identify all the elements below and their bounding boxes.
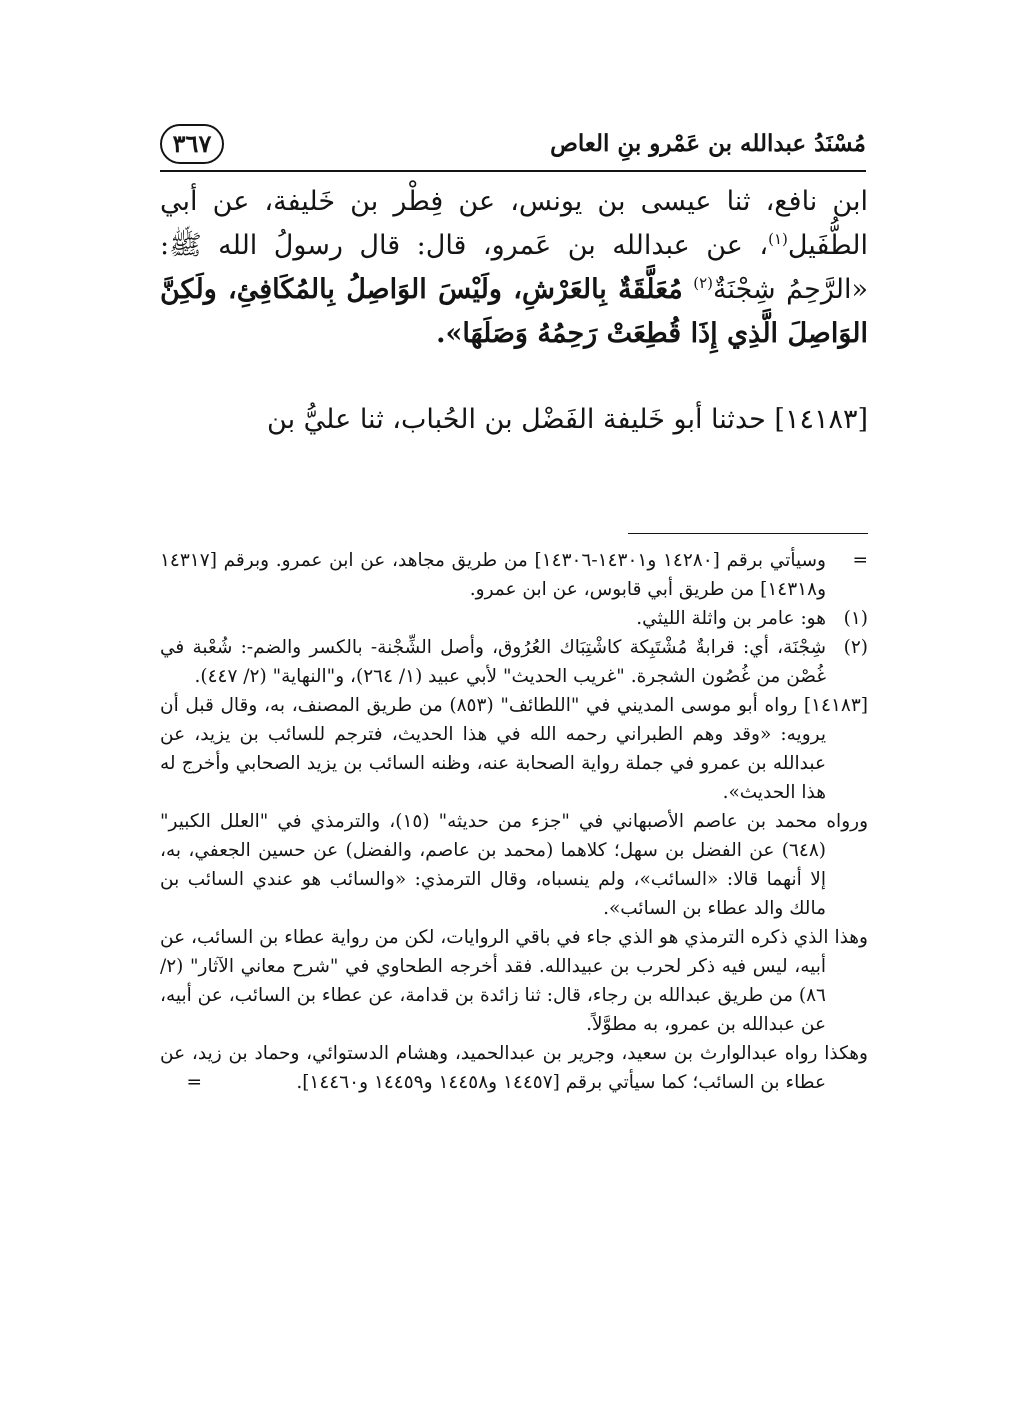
next-hadith-line: [١٤١٨٣] حدثنا أبو خَليفة الفَضْل بن الحُباب، ثنا عليُّ بن — [267, 404, 868, 435]
footnote-1 — [160, 604, 868, 633]
commentary-paragraph-1 — [160, 691, 868, 807]
footnote-2 — [160, 633, 868, 691]
footnote-separator — [628, 533, 868, 534]
footnote-ref-2[interactable]: (٢) — [693, 274, 713, 292]
hadith-text: مُعَلَّقَةٌ بِالعَرْشِ، ولَيْسَ الوَاصِلُ بِالمُكَافِئِ، ولَكِنَّ الوَاصِلَ الَّذِي إِذَا قُطِعَتْ رَحِمُهُ وَصَلَهَا». — [160, 274, 868, 349]
main-line-2: عن عبدالله بن عَمرو، قال: قال رسولُ الله ﷺ: «الرَّحِمُ شِجْنَةٌ — [160, 230, 868, 305]
commentary-paragraph-2: ورواه محمد بن عاصم الأصبهاني في "جزء من حديثه" (١٥)، والترمذي في "العلل الكبير" (٦٤٨) عن الفضل بن سهل؛ كلاهما (محمد بن عاصم، والفضل) عن حسين الجعفي، به، إلا أنهما قالا: «السائب»، ولم ينسباه، وقال الترمذي: «والسائب هو عندي السائب بن مالك والد عطاء بن السائب». — [160, 811, 868, 919]
main-line-1-end: ، — [759, 230, 769, 261]
footnote-1-text: هو: عامر بن واثلة الليثي. — [636, 608, 826, 629]
footnotes — [160, 546, 868, 1097]
main-line-1: ابن نافع، ثنا عيسى بن يونس، عن فِطْر بن خَليفة، عن أبي الطُّفَيل — [160, 186, 868, 261]
commentary-text-1: رواه أبو موسى المديني في "اللطائف" (٨٥٣) من طريق المصنف، به، وقال قبل أن يرويه: «وقد وهم الطبراني رحمه الله في هذا الحديث، فترجم للسائب بن يزيد، عن عبدالله بن عمرو في جملة رواية الصحابة عنه، وظنه السائب بن يزيد الصحابي وأخرج له هذا الحديث». — [160, 695, 826, 803]
commentary-paragraph-4: وهكذا رواه عبدالوارث بن سعيد، وجرير بن عبدالحميد، وهشام الدستوائي، وحماد بن زيد، عن عطاء بن السائب؛ كما سيأتي برقم [١٤٤٥٧ و١٤٤٥٨ و١٤٤٥٩ و١٤٤٦٠]. = — [160, 1043, 868, 1093]
continuation-text: وسيأتي برقم [١٤٢٨٠ و١٤٣٠١-١٤٣٠٦] من طريق مجاهد، عن ابن عمرو. وبرقم [١٤٣١٧ و١٤٣١٨] من طريق أبي قابوس، عن ابن عمرو. — [160, 550, 826, 600]
main-paragraph — [160, 180, 868, 356]
continuation-mark: = — [852, 550, 868, 571]
footnote-continuation — [160, 546, 868, 604]
running-title: مُسْنَدُ عبدالله بن عَمْرو بنِ العاص — [550, 130, 866, 157]
commentary-paragraph-3: وهذا الذي ذكره الترمذي هو الذي جاء في باقي الروايات، لكن من رواية عطاء بن السائب، عن أبيه، ليس فيه ذكر لحرب بن عبيدالله. فقد أخرجه الطحاوي في "شرح معاني الآثار" (٢/ ٨٦) من طريق عبدالله بن رجاء، قال: ثنا زائدة بن قدامة، عن عطاء بن السائب، عن أبيه، عن عبدالله بن عمرو، به مطوَّلاً. — [160, 927, 868, 1035]
main-text — [160, 180, 868, 442]
footnote-2-text: شِجْنَة، أي: قرابةٌ مُشْتَبِكة كاشْتِبَاك العُرُوق، وأصل الشِّجْنة- بالكسر والضم-: شُعْبة في غُصْن من غُصُون الشجرة. "غريب الحديث" لأبي عبيد (١/ ٢٦٤)، و"النهاية" (٢/ ٤٤٧). — [160, 637, 826, 687]
page-header — [160, 120, 866, 172]
commentary-text-4: وهكذا رواه عبدالوارث بن سعيد، وجرير بن عبدالحميد، وهشام الدستوائي، وحماد بن زيد، عن عطاء بن السائب؛ كما سيأتي برقم [١٤٤٥٧ و١٤٤٥٨ و١٤٤٥٩ و١٤٤٦٠]. — [160, 1043, 868, 1093]
footnote-ref-1[interactable]: (١) — [768, 230, 788, 248]
header-rule — [160, 170, 866, 172]
page-number: ٣٦٧ — [160, 124, 224, 164]
footnote-2-marker: (٢) — [843, 637, 868, 658]
footnote-1-marker: (١) — [843, 608, 868, 629]
commentary-marker: [١٤١٨٣] — [803, 695, 868, 716]
